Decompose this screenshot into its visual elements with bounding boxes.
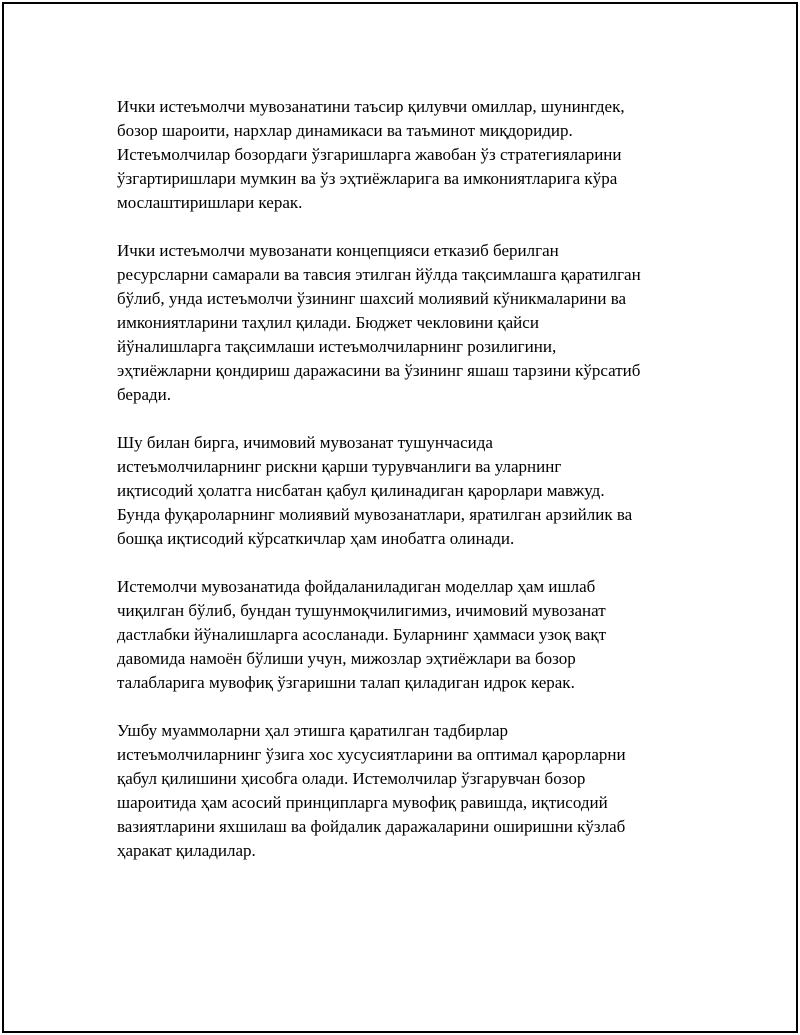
document-body [117,95,687,887]
paragraph-3: Шу билан бирга, ичимовий мувозанат тушунчасида истеъмолчиларнинг рискни қарши турувчанлиги ва уларнинг иқтисодий ҳолатга нисбатан қабул қилинадиган қарорлари мавжуд. Бунда фуқароларнинг молиявий мувозанатлари, яратилган арзийлик ва бошқа иқтисодий кўрсаткичлар ҳам инобатга олинади. [117,433,633,548]
paragraph-4: Истемолчи мувозанатида фойдаланиладиган моделлар ҳам ишлаб чиқилган бўлиб, бундан тушунмоқчилигимиз, ичимовий мувозанат дастлабки йўналишларга асосланади. Буларнинг ҳаммаси узоқ вақт давомида намоён бўлиши учун, мижозлар эҳтиёжлари ва бозор талабларига мувофиқ ўзгаришни талап қиладиган идрок керак. [117,577,607,692]
paragraph-5: Ушбу муаммоларни ҳал этишга қаратилган тадбирлар истеъмолчиларнинг ўзига хос хусусиятларини ва оптимал қарорларни қабул қилишини ҳисобга олади. Истемолчилар ўзгарувчан бозор шароитида ҳам асосий принципларга мувофиқ равишда, иқтисодий вазиятларини яхшилаш ва фойдалик даражаларини оширишни кўзлаб ҳаракат қиладилар. [117,721,626,860]
paragraph-2: Ички истеъмолчи мувозанати концепцияси етказиб берилган ресурсларни самарали ва тавсия этилган йўлда тақсимлашга қаратилган бўлиб, унда истеъмолчи ўзининг шахсий молиявий кўникмаларини ва имкониятларини таҳлил қилади. Бюджет чекловини қайси йўналишларга тақсимлаши истеъмолчиларнинг розилигини, эҳтиёжларни қондириш даражасини ва ўзининг яшаш тарзини кўрсатиб беради. [117,241,641,404]
paragraph-1: Ички истеъмолчи мувозанатини таъсир қилувчи омиллар, шунингдек, бозор шароити, нархлар динамикаси ва таъминот миқдоридир. Истеъмолчилар бозордаги ўзгаришларга жавобан ўз стратегияларини ўзгартиришлари мумкин ва ўз эҳтиёжларига ва имкониятларига кўра мослаштиришлари керак. [117,97,625,212]
